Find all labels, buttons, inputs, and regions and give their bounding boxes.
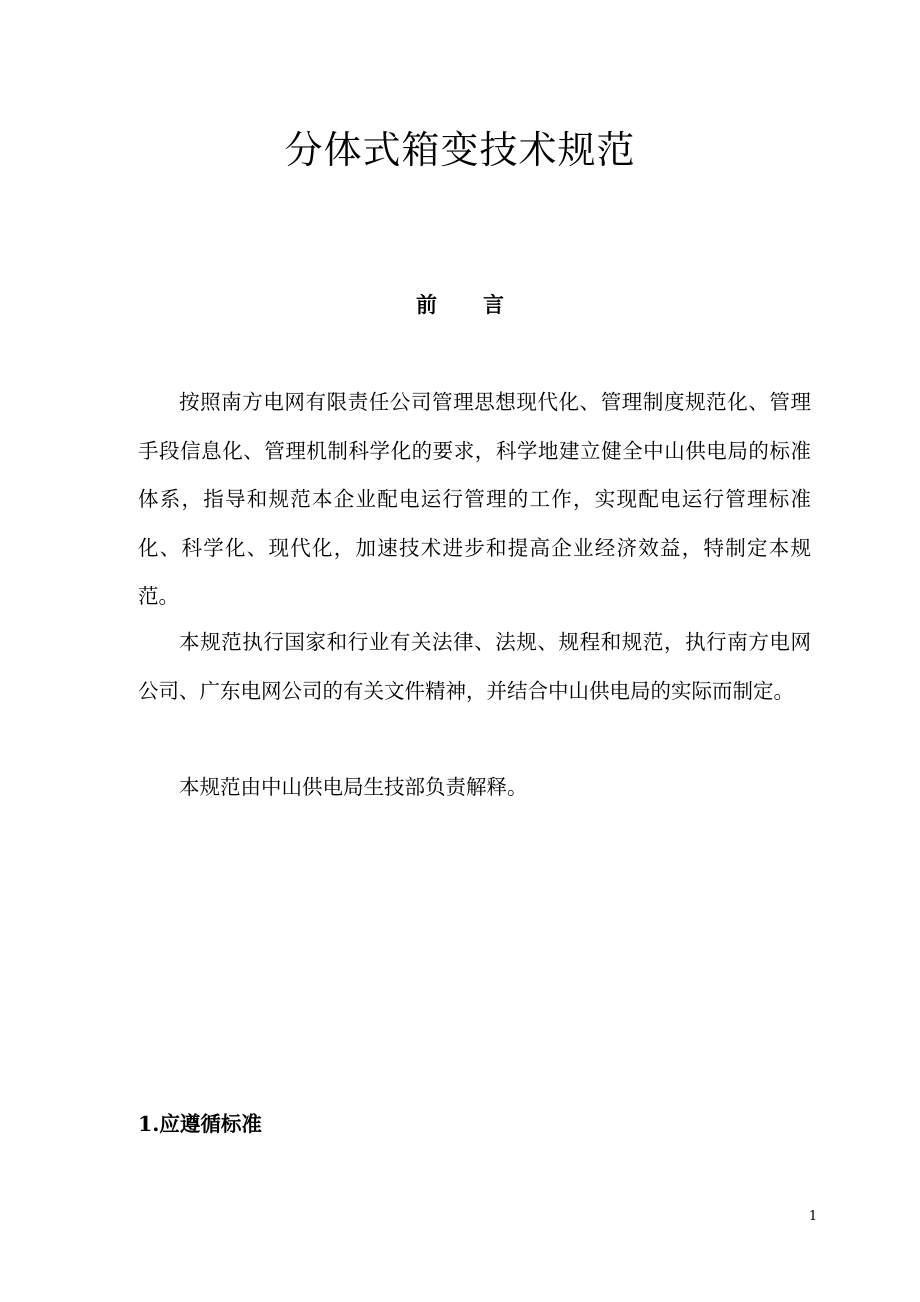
preface-paragraph-2: 本规范执行国家和行业有关法律、法规、规程和规范，执行南方电网公司、广东电网公司的有关文件精神，并结合中山供电局的实际而制定。 (138, 630, 811, 703)
preface-heading-second-char: 言 (483, 292, 504, 317)
preface-paragraph-3: 本规范由中山供电局生技部负责解释。 (179, 775, 528, 799)
preface-paragraph-1: 按照南方电网有限责任公司管理思想现代化、管理制度规范化、管理手段信息化、管理机制科学化的要求，科学地建立健全中山供电局的标准体系，指导和规范本企业配电运行管理的工作，实现配电运行管理标准化、科学化、现代化，加速技术进步和提高企业经济效益，特制定本规范。 (138, 390, 811, 608)
preface-heading (0, 287, 920, 323)
document-title: 分体式箱变技术规范 (284, 128, 636, 172)
preface-heading-first-char: 前 (416, 292, 437, 317)
section-heading: 1.应遵循标准 (138, 1112, 262, 1136)
page-number: 1 (808, 1209, 818, 1224)
